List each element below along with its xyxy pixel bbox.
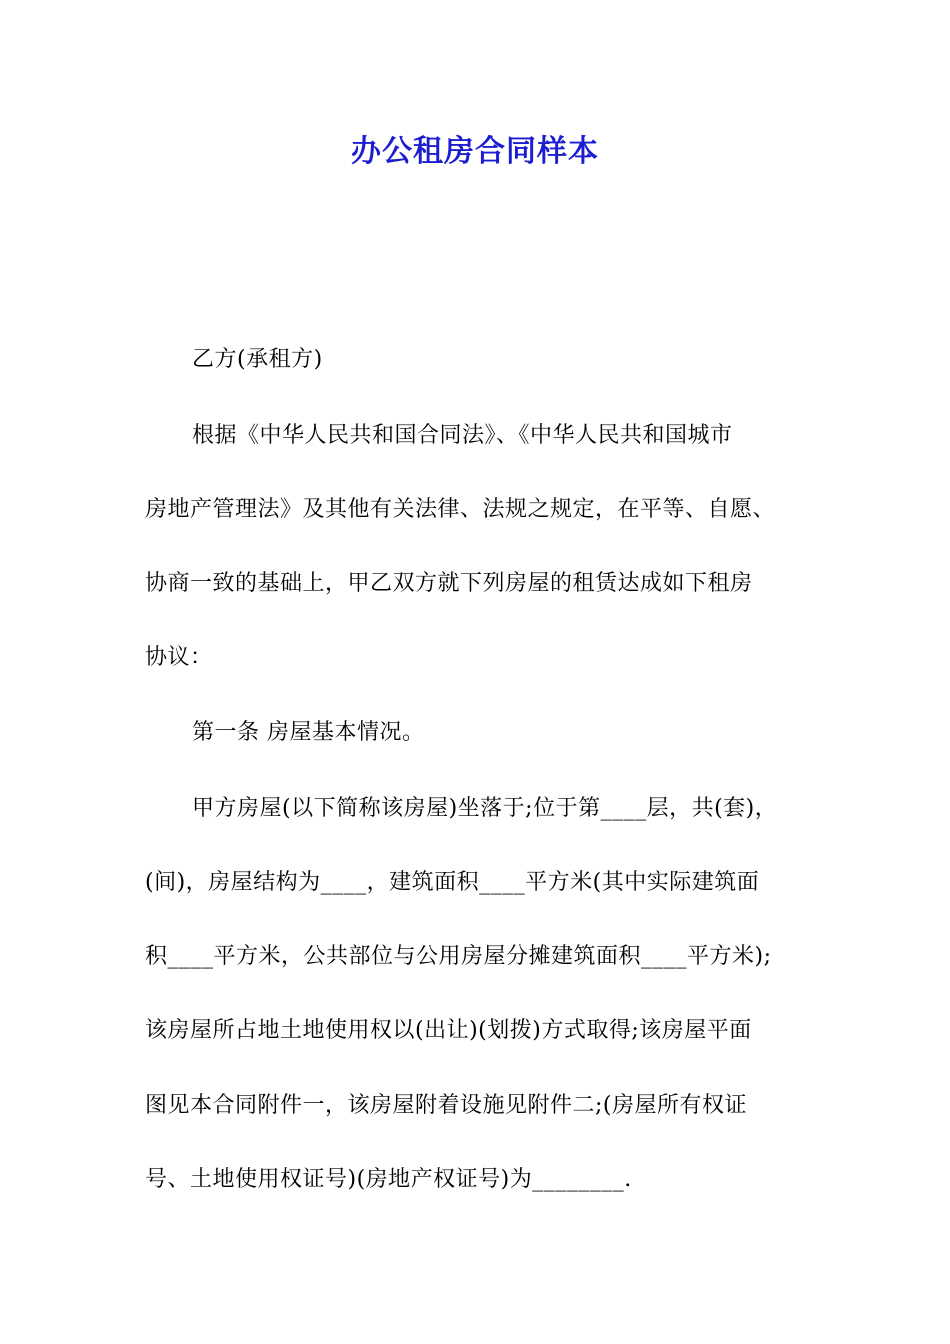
preamble-line-3: 协商一致的基础上，甲乙双方就下列房屋的租赁达成如下租房 — [145, 571, 753, 596]
document-title: 办公租房合同样本 — [351, 134, 599, 169]
preamble-line-4: 协议： — [145, 645, 213, 670]
article-one-line-6: 号、土地使用权证号)(房地产权证号)为________. — [145, 1167, 632, 1192]
article-one-line-2: (间)，房屋结构为____，建筑面积____平方米(其中实际建筑面 — [145, 870, 760, 895]
preamble-line-2: 房地产管理法》及其他有关法律、法规之规定，在平等、自愿、 — [145, 497, 776, 522]
article-one-line-1: 甲方房屋(以下简称该房屋)坐落于;位于第____层，共(套)， — [192, 796, 778, 821]
article-one-line-5: 图见本合同附件一，该房屋附着设施见附件二;(房屋所有权证 — [145, 1093, 747, 1118]
party-b-label: 乙方(承租方) — [192, 347, 323, 372]
article-one-line-3: 积____平方米，公共部位与公用房屋分摊建筑面积____平方米); — [145, 944, 772, 969]
preamble-line-1: 根据《中华人民共和国合同法》、《中华人民共和国城市 — [192, 423, 733, 448]
article-one-line-4: 该房屋所占地土地使用权以(出让)(划拨)方式取得;该房屋平面 — [145, 1018, 752, 1043]
article-one-heading: 第一条 房屋基本情况。 — [192, 720, 425, 745]
